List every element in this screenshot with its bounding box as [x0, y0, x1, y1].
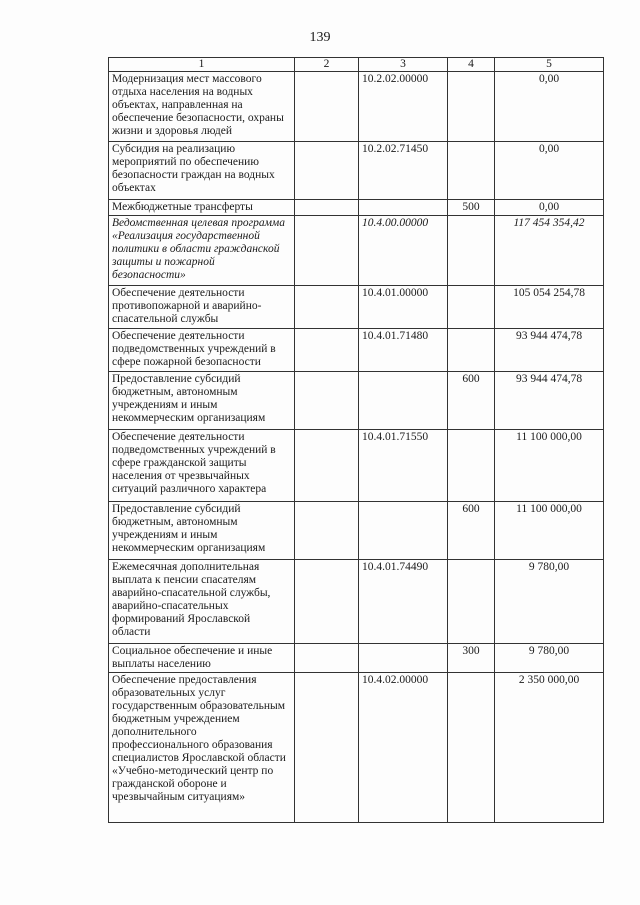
budget-amount: 2 350 000,00	[495, 673, 604, 823]
table-row	[109, 430, 604, 502]
column-2-cell	[295, 142, 359, 200]
column-header-1: 1	[109, 58, 295, 72]
table-body	[109, 72, 604, 823]
budget-classification-code	[359, 502, 448, 560]
expense-type-code	[448, 142, 495, 200]
table-row	[109, 673, 604, 823]
budget-amount: 93 944 474,78	[495, 329, 604, 372]
column-2-cell	[295, 673, 359, 823]
table-header	[109, 58, 604, 72]
budget-classification-code: 10.4.01.00000	[359, 286, 448, 329]
expense-type-code: 500	[448, 200, 495, 216]
budget-classification-code: 10.4.02.00000	[359, 673, 448, 823]
table-row	[109, 644, 604, 673]
column-header-3: 3	[359, 58, 448, 72]
table-row	[109, 329, 604, 372]
column-2-cell	[295, 560, 359, 644]
budget-classification-code: 10.4.01.71550	[359, 430, 448, 502]
budget-amount: 0,00	[495, 72, 604, 142]
budget-amount: 0,00	[495, 142, 604, 200]
table-row	[109, 372, 604, 430]
column-header-2: 2	[295, 58, 359, 72]
budget-classification-code	[359, 200, 448, 216]
table-row	[109, 216, 604, 286]
expense-type-code	[448, 72, 495, 142]
budget-item-name: Межбюджетные трансферты	[109, 200, 295, 216]
expense-type-code: 600	[448, 372, 495, 430]
column-2-cell	[295, 329, 359, 372]
budget-item-name: Обеспечение деятельности подведомственных учреждений в сфере пожарной безопасности	[109, 329, 295, 372]
budget-amount: 9 780,00	[495, 560, 604, 644]
budget-item-name: Социальное обеспечение и иные выплаты населению	[109, 644, 295, 673]
page-number: 139	[309, 30, 331, 45]
budget-classification-code: 10.4.00.00000	[359, 216, 448, 286]
expense-type-code	[448, 673, 495, 823]
budget-item-name: Ведомственная целевая программа «Реализация государственной политики в области гражданской защиты и пожарной безопасности»	[109, 216, 295, 286]
table-row	[109, 502, 604, 560]
budget-item-name: Обеспечение предоставления образовательных услуг государственным образовательным бюджетным учреждением дополнительного профессионального образования специалистов Ярославской области «Учебно-методический центр по гражданской обороне и чрезвычайным ситуациям»	[109, 673, 295, 823]
budget-amount: 0,00	[495, 200, 604, 216]
budget-table	[108, 57, 604, 823]
expense-type-code	[448, 560, 495, 644]
budget-item-name: Обеспечение деятельности противопожарной и аварийно-спасательной службы	[109, 286, 295, 329]
budget-classification-code	[359, 644, 448, 673]
budget-classification-code: 10.4.01.74490	[359, 560, 448, 644]
budget-item-name: Предоставление субсидий бюджетным, автономным учреждениям и иным некоммерческим организациям	[109, 372, 295, 430]
budget-item-name: Субсидия на реализацию мероприятий по обеспечению безопасности граждан на водных объектах	[109, 142, 295, 200]
column-header-5: 5	[495, 58, 604, 72]
budget-item-name: Предоставление субсидий бюджетным, автономным учреждениям и иным некоммерческим организациям	[109, 502, 295, 560]
column-2-cell	[295, 216, 359, 286]
expense-type-code: 600	[448, 502, 495, 560]
budget-amount: 93 944 474,78	[495, 372, 604, 430]
budget-classification-code: 10.2.02.71450	[359, 142, 448, 200]
budget-amount: 9 780,00	[495, 644, 604, 673]
table-row	[109, 560, 604, 644]
budget-item-name: Модернизация мест массового отдыха населения на водных объектах, направленная на обеспечение безопасности, охраны жизни и здоровья людей	[109, 72, 295, 142]
expense-type-code	[448, 286, 495, 329]
column-2-cell	[295, 286, 359, 329]
budget-amount: 11 100 000,00	[495, 430, 604, 502]
budget-amount: 11 100 000,00	[495, 502, 604, 560]
table-row	[109, 142, 604, 200]
column-2-cell	[295, 644, 359, 673]
budget-item-name: Обеспечение деятельности подведомственных учреждений в сфере гражданской защиты населения от чрезвычайных ситуаций различного характера	[109, 430, 295, 502]
budget-classification-code: 10.4.01.71480	[359, 329, 448, 372]
column-2-cell	[295, 502, 359, 560]
column-2-cell	[295, 372, 359, 430]
table-row	[109, 72, 604, 142]
column-2-cell	[295, 72, 359, 142]
header-row	[109, 58, 604, 72]
budget-amount: 105 054 254,78	[495, 286, 604, 329]
column-2-cell	[295, 430, 359, 502]
expense-type-code	[448, 430, 495, 502]
budget-classification-code: 10.2.02.00000	[359, 72, 448, 142]
expense-type-code: 300	[448, 644, 495, 673]
expense-type-code	[448, 216, 495, 286]
budget-classification-code	[359, 372, 448, 430]
expense-type-code	[448, 329, 495, 372]
table-row	[109, 286, 604, 329]
column-2-cell	[295, 200, 359, 216]
column-header-4: 4	[448, 58, 495, 72]
budget-amount: 117 454 354,42	[495, 216, 604, 286]
table-row	[109, 200, 604, 216]
budget-item-name: Ежемесячная дополнительная выплата к пенсии спасателям аварийно-спасательной службы, аварийно-спасательных формирований Ярославской области	[109, 560, 295, 644]
